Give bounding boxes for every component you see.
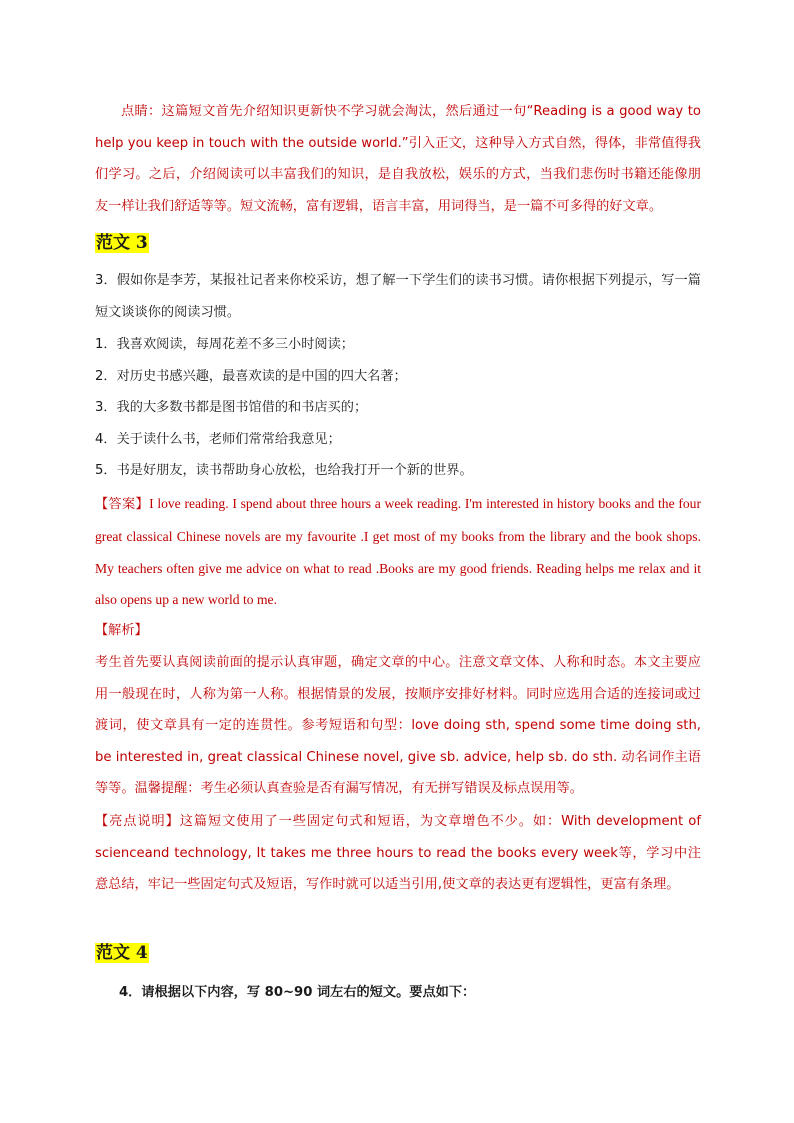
hint-item: 4．关于读什么书，老师们常常给我意见； xyxy=(95,431,341,447)
section-heading-3-label: 范文 3 xyxy=(96,233,148,253)
analysis-label: 【解析】 xyxy=(95,623,148,638)
answer-label: 【答案】 xyxy=(95,497,150,512)
highlight-label: 【亮点说明】 xyxy=(95,814,180,829)
hint-item: 1．我喜欢阅读，每周花差不多三小时阅读； xyxy=(95,337,354,352)
section-heading-4 xyxy=(95,940,149,966)
answer-text: I love reading. I spend about three hours a week reading. I'm interested in history books and the four great classical Chinese novels are my favourite .I get most of my books from the library and the book shops. My teachers often give me advice on what to read .Books are my good friends. Reading helps me relax and it also opens up a new world to me. xyxy=(95,496,701,608)
analysis-text: 考生首先要认真阅读前面的提示认真审题，确定文章的中心。注意文章文体、人称和时态。本文主要应用一般现在时，人称为第一人称。根据情景的发展，按顺序安排好材料。同时应选用合适的连接词或过渡词，使文章具有一定的连贯性。参考短语和句型：love doing sth, spend some time doing sth, be interested in, great classical Chinese novel, give sb. advice, help sb. do sth. 动名词作主语等等。温馨提醒：考生必须认真查验是否有漏写情况，有无拼写错误及标点误用等。 xyxy=(95,655,701,796)
section-heading-4-label: 范文 4 xyxy=(96,943,148,963)
section-heading-3 xyxy=(95,230,149,256)
task-prompt-4: 4．请根据以下内容，写 80~90 词左右的短文。要点如下： xyxy=(119,985,476,1000)
highlight-text: 这篇短文使用了一些固定句式和短语，为文章增色不少。如：With development of scienceand technology, It takes me three hours to read the books every week等，学习中注意总结，牢记一些固定句式及短语，写作时就可以适当引用,使文章的表达更有逻辑性，更富有条理。 xyxy=(95,814,702,892)
hint-item: 3．我的大多数书都是图书馆借的和书店买的； xyxy=(95,400,368,416)
hint-list xyxy=(95,329,701,487)
highlight-paragraph xyxy=(95,806,701,901)
commentary-paragraph: 点睛：这篇短文首先介绍知识更新快不学习就会淘汰，然后通过一句“Reading is a good way to help you keep in touch with the outside world.”引入正文，这种导入方式自然，得体，非常值得我们学习。之后，介绍阅读可以丰富我们的知识，是自我放松，娱乐的方式，当我们悲伤时书籍还能像朋友一样让我们舒适等等。短文流畅，富有逻辑，语言丰富，用词得当，是一篇不可多得的好文章。 xyxy=(95,104,701,214)
task-prompt-3: 3．假如你是李芳，某报社记者来你校采访，想了解一下学生们的读书习惯。请你根据下列提示，写一篇短文谈谈你的阅读习惯。 xyxy=(95,273,701,320)
hint-item: 2．对历史书感兴趣，最喜欢读的是中国的四大名著； xyxy=(95,368,407,384)
hint-item: 5．书是好朋友，读书帮助身心放松，也给我打开一个新的世界。 xyxy=(95,463,473,479)
answer-paragraph xyxy=(95,488,701,616)
